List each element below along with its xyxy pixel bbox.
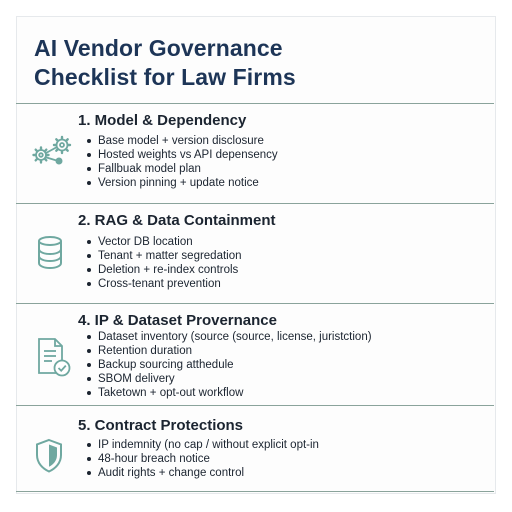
section-divider bbox=[16, 303, 494, 304]
gears-icon bbox=[32, 135, 72, 169]
list-item: Dataset inventory (source (source, license, juristction) bbox=[86, 330, 372, 344]
checklist-items bbox=[86, 330, 372, 400]
list-item: Audit rights + change control bbox=[86, 466, 319, 480]
section-divider bbox=[16, 203, 494, 204]
list-item: Fallbuak model plan bbox=[86, 162, 278, 176]
section-title: 4. IP & Dataset Provernance bbox=[78, 312, 277, 329]
document-check-icon bbox=[36, 337, 72, 379]
list-item: Taketown + opt-out workflow bbox=[86, 386, 372, 400]
database-icon bbox=[35, 234, 65, 272]
list-item: IP indemnity (no cap / without explicit opt-in bbox=[86, 438, 319, 452]
page-title bbox=[34, 34, 474, 92]
list-item: Deletion + re-index controls bbox=[86, 263, 242, 277]
checklist-items bbox=[86, 438, 319, 480]
list-item: 48-hour breach notice bbox=[86, 452, 319, 466]
section-divider bbox=[16, 405, 494, 406]
list-item: Retention duration bbox=[86, 344, 372, 358]
checklist-items bbox=[86, 235, 242, 291]
list-item: Cross-tenant prevention bbox=[86, 277, 242, 291]
page-title-line-2: Checklist for Law Firms bbox=[34, 64, 296, 90]
list-item: Version pinning + update notice bbox=[86, 176, 278, 190]
bottom-divider bbox=[16, 491, 494, 492]
section-title: 5. Contract Protections bbox=[78, 417, 244, 434]
section-divider bbox=[16, 103, 494, 104]
list-item: Hosted weights vs API depensency bbox=[86, 148, 278, 162]
section-title: 1. Model & Dependency bbox=[78, 112, 247, 129]
list-item: Vector DB location bbox=[86, 235, 242, 249]
page-title-line-1: AI Vendor Governance bbox=[34, 35, 283, 61]
list-item: Base model + version disclosure bbox=[86, 134, 278, 148]
list-item: Backup sourcing atthedule bbox=[86, 358, 372, 372]
shield-icon bbox=[34, 438, 64, 474]
section-title: 2. RAG & Data Containment bbox=[78, 212, 276, 229]
checklist-items bbox=[86, 134, 278, 190]
list-item: SBOM delivery bbox=[86, 372, 372, 386]
list-item: Tenant + matter segredation bbox=[86, 249, 242, 263]
